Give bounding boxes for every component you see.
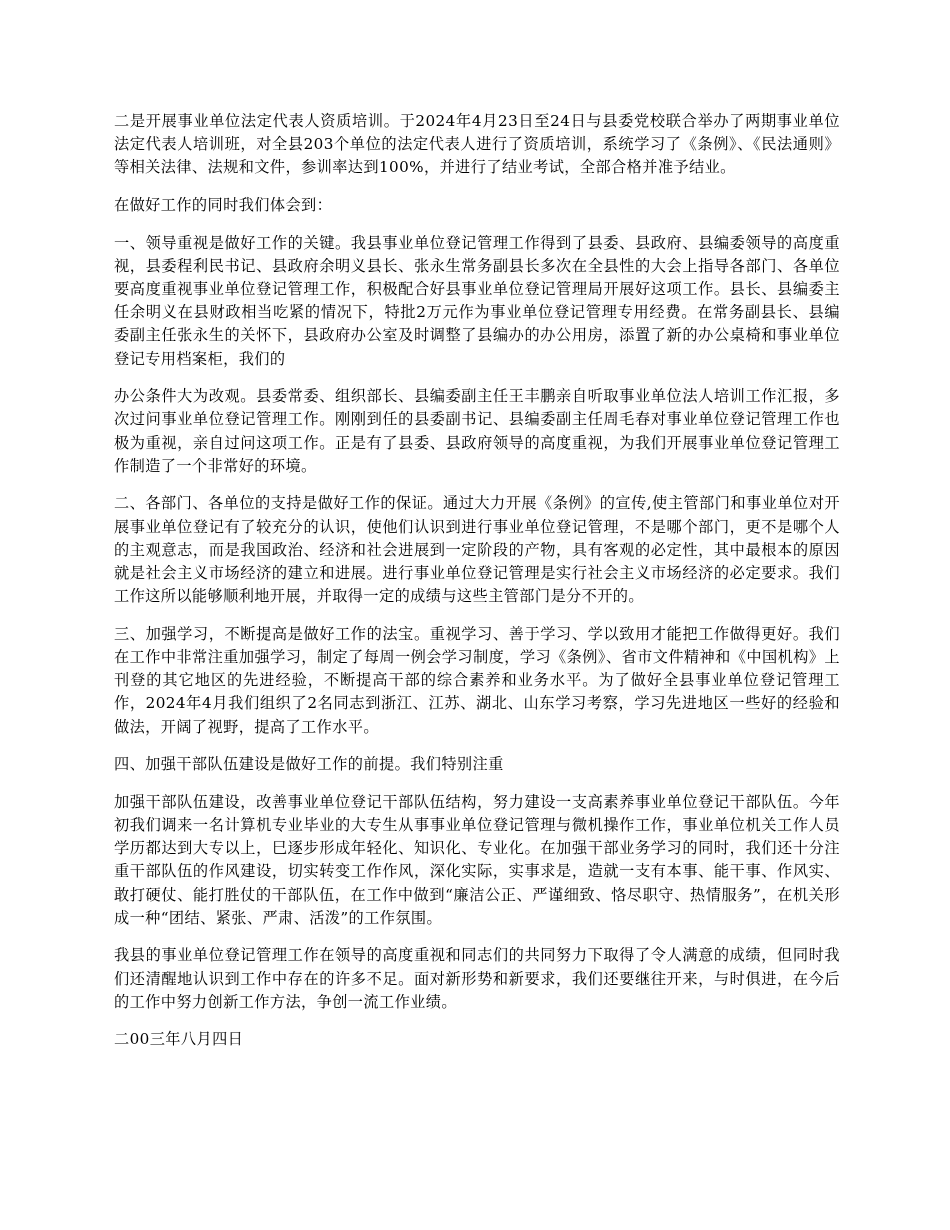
paragraph-cadre-building: 加强干部队伍建设，改善事业单位登记干部队伍结构，努力建设一支高素养事业单位登记干部队伍。今年初我们调来一名计算机专业毕业的大专生从事事业单位登记管理与微机操作工作，事业单位机关工作人员学历都达到大专以上，巳逐步形成年轻化、知识化、专业化。在加强干部业务学习的同时，我们还十分注重干部队伍的作风建设，切实转变工作作风，深化实际，实事求是，造就一支有本事、能干事、作风实、敢打硬仗、能打胜仗的干部队伍，在工作中做到“廉洁公正、严谨细致、恪尽职守、热情服务”，在机关形成一种“团结、紧张、严肃、活泼”的工作氛围。 bbox=[114, 792, 840, 927]
paragraph-experience-intro: 在做好工作的同时我们体会到： bbox=[114, 196, 333, 214]
paragraph-office-conditions: 办公条件大为改观。县委常委、组织部长、县编委副主任王丰鹏亲自听取事业单位法人培训工作汇报，多次过问事业单位登记管理工作。刚刚到任的县委副书记、县编委副主任周毛春对事业单位登记管理工作也极为重视，亲自过问这项工作。正是有了县委、县政府领导的高度重视，为我们开展事业单位登记管理工作制造了一个非常好的环境。 bbox=[114, 387, 840, 475]
paragraph-conclusion: 我县的事业单位登记管理工作在领导的高度重视和同志们的共同努力下取得了令人满意的成绩，但同时我们还清醒地认识到工作中存在的许多不足。面对新形势和新要求，我们还要继往开来，与时俱进，在今后的工作中努力创新工作方法，争创一流工作业绩。 bbox=[114, 946, 840, 1011]
document-body bbox=[114, 110, 840, 1052]
paragraph-department-support: 二、各部门、各单位的支持是做好工作的保证。通过大力开展《条例》的宣传,使主管部门和事业单位对开展事业单位登记有了较充分的认识，使他们认识到进行事业单位登记管理，不是哪个部门，更不是哪个人的主观意志，而是我国政治、经济和社会进展到一定阶段的产物，具有客观的必定性，其中最根本的原因就是社会主义市场经济的建立和进展。进行事业单位登记管理是实行社会主义市场经济的必定要求。我们工作这所以能够顺利地开展，并取得一定的成绩与这些主管部门是分不开的。 bbox=[114, 494, 840, 606]
paragraph-leadership: 一、领导重视是做好工作的关键。我县事业单位登记管理工作得到了县委、县政府、县编委领导的高度重视，县委程利民书记、县政府余明义县长、张永生常务副县长多次在全县性的大会上指导各部门、各单位要高度重视事业单位登记管理工作，积极配合好县事业单位登记管理局开展好这项工作。县长、县编委主任余明义在县财政相当吃紧的情况下，特批2万元作为事业单位登记管理专用经费。在常务副县长、县编委副主任张永生的关怀下，县政府办公室及时调整了县编办的办公用房，添置了新的办公桌椅和事业单位登记专用档案柜，我们的 bbox=[114, 233, 840, 368]
paragraph-cadre-intro: 四、加强干部队伍建设是做好工作的前提。我们特别注重 bbox=[114, 755, 504, 774]
document-date: 二00三年八月四日 bbox=[114, 1030, 244, 1049]
paragraph-training: 二是开展事业单位法定代表人资质培训。于2024年4月23日至24日与县委党校联合举办了两期事业单位法定代表人培训班，对全县203个单位的法定代表人进行了资质培训，系统学习了《条例》、《民法通则》等相关法律、法规和文件，参训率达到100%，并进行了结业考试，全部合格并准予结业。 bbox=[114, 112, 840, 177]
paragraph-learning: 三、加强学习，不断提高是做好工作的法宝。重视学习、善于学习、学以致用才能把工作做得更好。我们在工作中非常注重加强学习，制定了每周一例会学习制度，学习《条例》、省市文件精神和《中国机构》上刊登的其它地区的先进经验，不断提高干部的综合素养和业务水平。为了做好全县事业单位登记管理工作，2024年4月我们组织了2名同志到浙江、江苏、湖北、山东学习考察，学习先进地区一些好的经验和做法，开阔了视野，提高了工作水平。 bbox=[114, 624, 840, 736]
